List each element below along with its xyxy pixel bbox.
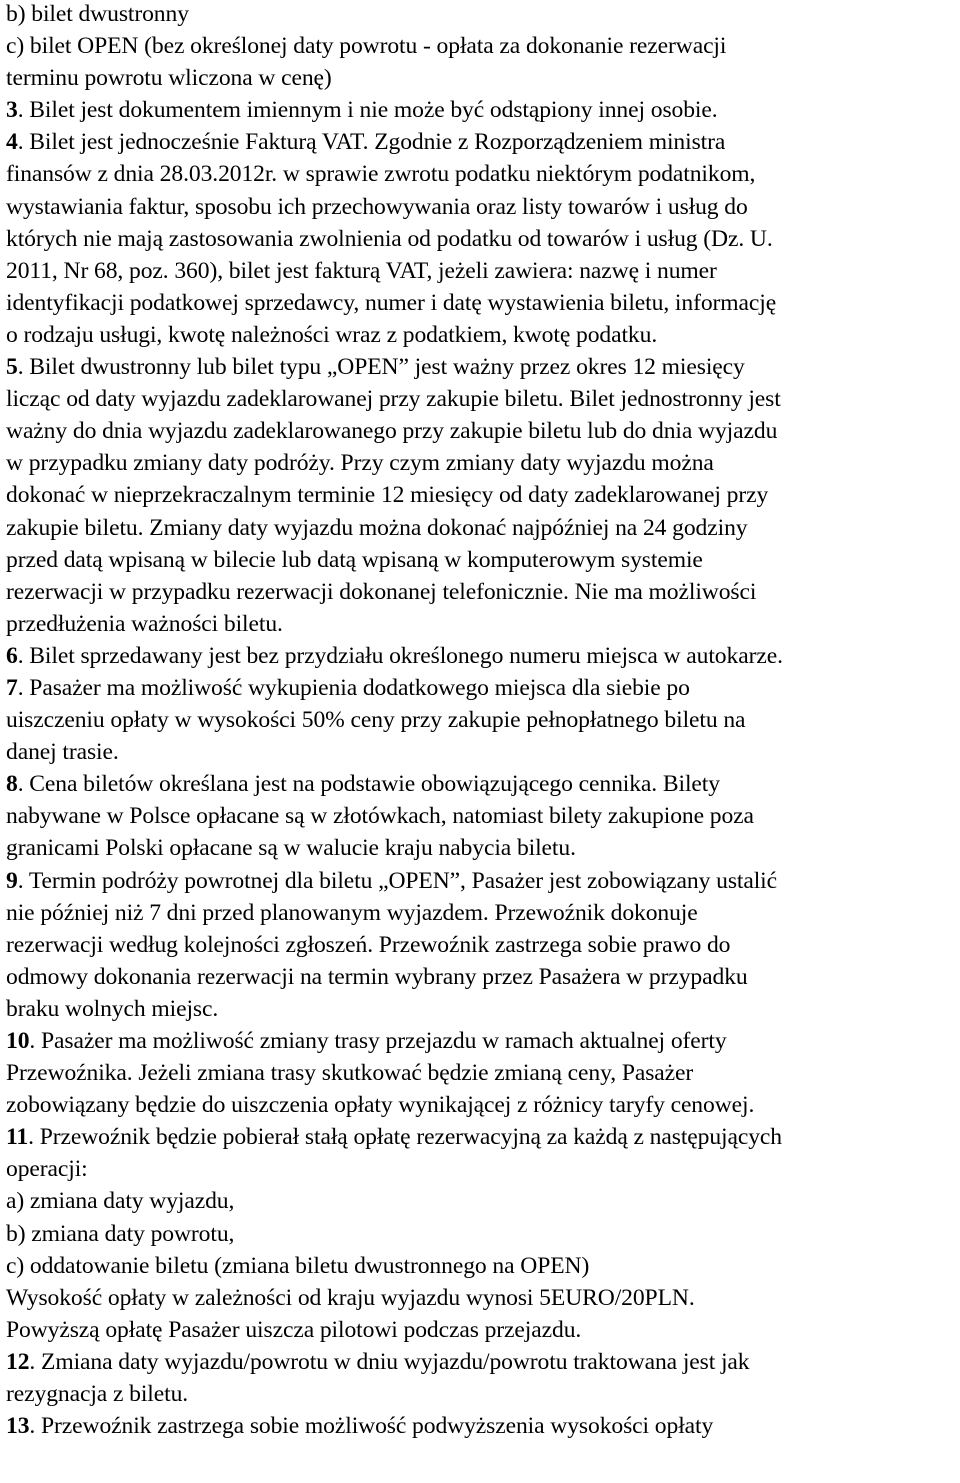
text-line xyxy=(6,993,956,1025)
text-line xyxy=(6,768,956,800)
line-text: . Bilet sprzedawany jest bez przydziału określonego numeru miejsca w autokarze. xyxy=(17,642,783,669)
clause-number: 5 xyxy=(6,354,18,381)
clause-number: 11 xyxy=(6,1124,29,1151)
text-line xyxy=(6,1057,956,1089)
text-line xyxy=(6,1282,956,1314)
text-line xyxy=(6,1346,956,1378)
line-text: przed datą wpisaną w bilecie lub datą wpisaną w komputerowym systemie xyxy=(6,546,703,573)
text-line xyxy=(6,30,956,62)
text-line xyxy=(6,158,956,190)
line-text: c) oddatowanie biletu (zmiana biletu dwustronnego na OPEN) xyxy=(6,1252,590,1279)
line-text: rezerwacji według kolejności zgłoszeń. Przewoźnik zastrzega sobie prawo do xyxy=(6,931,731,958)
text-line xyxy=(6,1153,956,1185)
text-line xyxy=(6,1089,956,1121)
clause-number: 9 xyxy=(6,867,18,894)
line-text: . Bilet jest dokumentem imiennym i nie może być odstąpiony innej osobie. xyxy=(17,97,718,124)
line-text: odmowy dokonania rezerwacji na termin wybrany przez Pasażera w przypadku xyxy=(6,963,748,990)
text-line xyxy=(6,1218,956,1250)
line-text: ważny do dnia wyjazdu zadeklarowanego przy zakupie biletu lub do dnia wyjazdu xyxy=(6,418,778,445)
line-text: braku wolnych miejsc. xyxy=(6,995,219,1022)
text-line xyxy=(6,608,956,640)
clause-number: 4 xyxy=(6,129,18,156)
text-line xyxy=(6,447,956,479)
clause-number: 13 xyxy=(6,1413,30,1440)
text-line xyxy=(6,479,956,511)
line-text: . Cena biletów określana jest na podstawie obowiązującego cennika. Bilety xyxy=(17,771,720,798)
line-text: . Zmiana daty wyjazdu/powrotu w dniu wyjazdu/powrotu traktowana jest jak xyxy=(29,1348,750,1375)
clause-number: 10 xyxy=(6,1028,30,1054)
text-line xyxy=(6,1025,956,1057)
line-text: nie później niż 7 dni przed planowanym wyjazdem. Przewoźnik dokonuje xyxy=(6,899,698,926)
line-text: . Pasażer ma możliwość zmiany trasy przejazdu w ramach aktualnej oferty xyxy=(29,1028,727,1054)
line-text: wystawiania faktur, sposobu ich przechowywania oraz listy towarów i usług do xyxy=(6,193,748,220)
text-line xyxy=(6,1378,956,1410)
text-line xyxy=(6,865,956,897)
line-text: a) zmiana daty wyjazdu, xyxy=(6,1188,235,1215)
text-line xyxy=(6,897,956,929)
line-text: . Bilet jest jednocześnie Fakturą VAT. Zgodnie z Rozporządzeniem ministra xyxy=(17,129,726,156)
text-line xyxy=(6,1410,956,1442)
text-line xyxy=(6,1121,956,1153)
text-line xyxy=(6,1314,956,1346)
text-line xyxy=(6,62,956,94)
text-line xyxy=(6,832,956,864)
line-text: przedłużenia ważności biletu. xyxy=(6,610,283,637)
clause-number: 12 xyxy=(6,1348,30,1375)
text-line xyxy=(6,704,956,736)
line-text: rezygnacja z biletu. xyxy=(6,1381,189,1408)
line-text: identyfikacji podatkowej sprzedawcy, numer i datę wystawienia biletu, informację xyxy=(6,289,777,316)
line-text: b) bilet dwustronny xyxy=(6,1,189,27)
line-text: terminu powrotu wliczona w cenę) xyxy=(6,65,332,92)
text-line xyxy=(6,383,956,415)
line-text: . Przewoźnik zastrzega sobie możliwość podwyższenia wysokości opłaty xyxy=(29,1413,714,1440)
line-text: dokonać w nieprzekraczalnym terminie 12 miesięcy od daty zadeklarowanej przy xyxy=(6,482,769,509)
line-text: rezerwacji w przypadku rezerwacji dokonanej telefonicznie. Nie ma możliwości xyxy=(6,578,757,605)
clause-number: 6 xyxy=(6,642,18,669)
line-text: operacji: xyxy=(6,1156,88,1183)
line-text: c) bilet OPEN (bez określonej daty powrotu - opłata za dokonanie rezerwacji xyxy=(6,33,727,60)
line-text: . Przewoźnik będzie pobierał stałą opłatę rezerwacyjną za każdą z następujących xyxy=(28,1124,783,1151)
document-body xyxy=(6,0,956,1442)
line-text: granicami Polski opłacane są w walucie kraju nabycia biletu. xyxy=(6,835,576,862)
line-text: b) zmiana daty powrotu, xyxy=(6,1220,235,1247)
text-line xyxy=(6,800,956,832)
text-line xyxy=(6,287,956,319)
line-text: nabywane w Polsce opłacane są w złotówkach, natomiast bilety zakupione poza xyxy=(6,803,754,830)
line-text: . Pasażer ma możliwość wykupienia dodatkowego miejsca dla siebie po xyxy=(17,674,690,701)
text-line xyxy=(6,1185,956,1217)
line-text: zakupie biletu. Zmiany daty wyjazdu można dokonać najpóźniej na 24 godziny xyxy=(6,514,748,541)
text-line xyxy=(6,512,956,544)
line-text: danej trasie. xyxy=(6,739,119,766)
text-line xyxy=(6,544,956,576)
text-line xyxy=(6,191,956,223)
text-line xyxy=(6,351,956,383)
line-text: licząc od daty wyjazdu zadeklarowanej przy zakupie biletu. Bilet jednostronny jest xyxy=(6,386,781,413)
line-text: Wysokość opłaty w zależności od kraju wyjazdu wynosi 5EURO/20PLN. xyxy=(6,1284,695,1311)
text-line xyxy=(6,94,956,126)
line-text: o rodzaju usługi, kwotę należności wraz z podatkiem, kwotę podatku. xyxy=(6,321,658,348)
text-line xyxy=(6,0,956,30)
text-line xyxy=(6,319,956,351)
text-line xyxy=(6,255,956,287)
clause-number: 7 xyxy=(6,674,18,701)
text-line xyxy=(6,415,956,447)
text-line xyxy=(6,1250,956,1282)
clause-number: 8 xyxy=(6,771,18,798)
line-text: uiszczeniu opłaty w wysokości 50% ceny przy zakupie pełnopłatnego biletu na xyxy=(6,707,746,734)
text-line xyxy=(6,929,956,961)
text-line xyxy=(6,126,956,158)
line-text: finansów z dnia 28.03.2012r. w sprawie zwrotu podatku niektórym podatnikom, xyxy=(6,161,756,188)
line-text: Powyższą opłatę Pasażer uiszcza pilotowi podczas przejazdu. xyxy=(6,1316,582,1343)
line-text: zobowiązany będzie do uiszczenia opłaty wynikającej z różnicy taryfy cenowej. xyxy=(6,1092,755,1119)
line-text: . Termin podróży powrotnej dla biletu „OPEN”, Pasażer jest zobowiązany ustalić xyxy=(17,867,778,894)
text-line xyxy=(6,640,956,672)
text-line xyxy=(6,736,956,768)
line-text: . Bilet dwustronny lub bilet typu „OPEN” jest ważny przez okres 12 miesięcy xyxy=(17,354,745,381)
line-text: 2011, Nr 68, poz. 360), bilet jest fakturą VAT, jeżeli zawiera: nazwę i numer xyxy=(6,257,717,284)
text-line xyxy=(6,961,956,993)
text-line xyxy=(6,576,956,608)
line-text: w przypadku zmiany daty podróży. Przy czym zmiany daty wyjazdu można xyxy=(6,450,714,477)
line-text: których nie mają zastosowania zwolnienia od podatku od towarów i usług (Dz. U. xyxy=(6,225,773,252)
line-text: Przewoźnika. Jeżeli zmiana trasy skutkować będzie zmianą ceny, Pasażer xyxy=(6,1060,694,1087)
text-line xyxy=(6,672,956,704)
text-line xyxy=(6,223,956,255)
clause-number: 3 xyxy=(6,97,18,124)
